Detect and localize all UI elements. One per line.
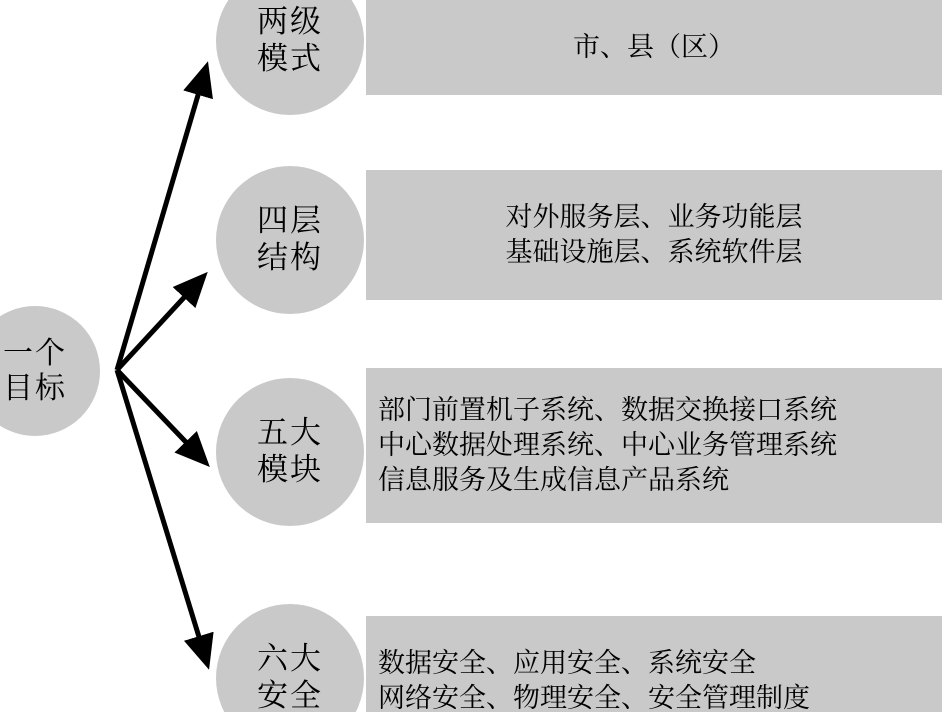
arrow-to-branch-4 [117, 370, 207, 663]
root-node [0, 306, 100, 436]
branch-2-panel-line-1: 对外服务层、业务功能层 [505, 201, 803, 233]
branch-4-panel-line-2: 网络安全、物理安全、安全管理制度 [378, 683, 810, 712]
branch-1-circle [216, 0, 364, 115]
branch-3-panel [366, 368, 942, 523]
root-node-line-2: 目标 [3, 371, 67, 406]
branch-2-panel-line-2: 基础设施层、系统软件层 [505, 237, 803, 268]
branch-2-circle [216, 166, 364, 314]
branch-1-circle-line-2: 模式 [257, 41, 323, 77]
arrow-to-branch-2 [117, 277, 203, 370]
branch-2-circle-line-2: 结构 [257, 240, 323, 276]
branch-4-panel [366, 616, 942, 712]
branch-2-circle-line-1: 四层 [257, 203, 323, 240]
branch-3-circle [216, 378, 364, 526]
branch-1-panel-line-1: 市、县（区） [573, 31, 735, 63]
branch-3-circle-line-2: 模块 [257, 452, 323, 488]
branch-3-panel-line-1: 部门前置机子系统、数据交换接口系统 [378, 394, 837, 426]
root-node-line-1: 一个 [3, 335, 67, 371]
branch-4-circle-line-2: 安全 [257, 678, 323, 712]
branch-1-panel [366, 0, 942, 95]
branch-3-panel-line-3: 信息服务及生成信息产品系统 [378, 465, 729, 497]
branch-4-panel-line-1: 数据安全、应用安全、系统安全 [378, 647, 756, 679]
branch-3-circle-line-1: 五大 [257, 415, 323, 452]
branch-4-circle [216, 604, 364, 712]
branch-4-circle-line-1: 六大 [257, 641, 323, 678]
branch-2-panel [366, 170, 942, 300]
branch-1-circle-line-1: 两级 [257, 4, 323, 41]
arrow-to-branch-3 [117, 370, 205, 462]
branch-3-panel-line-2: 中心数据处理系统、中心业务管理系统 [378, 429, 837, 461]
arrow-to-branch-1 [117, 68, 206, 370]
